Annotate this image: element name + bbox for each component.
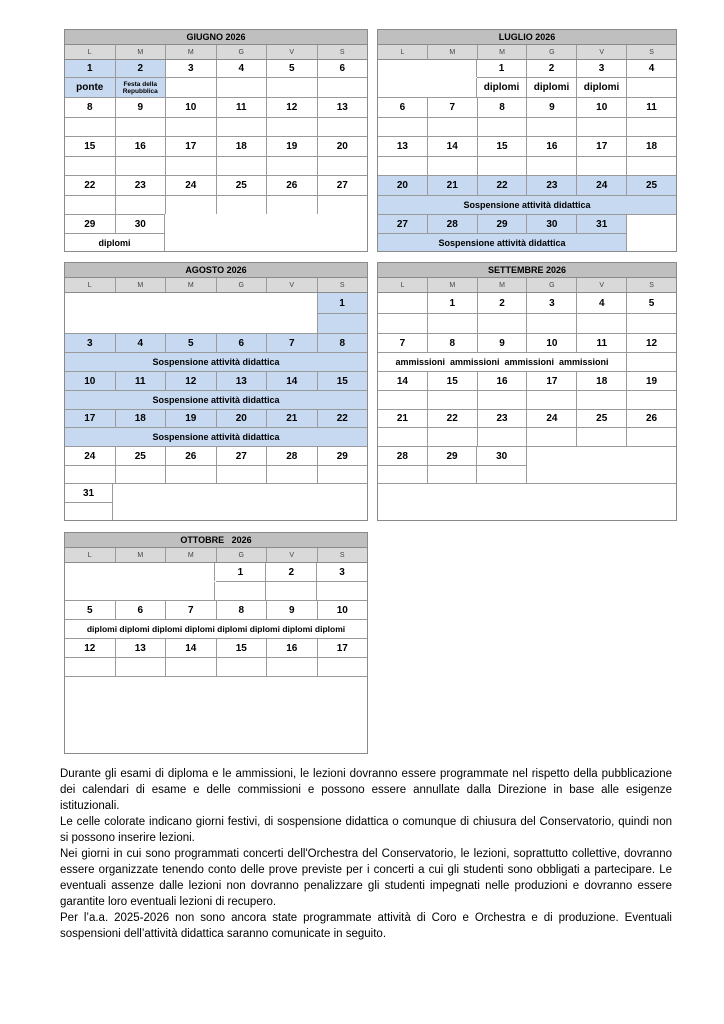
day-cell: 5 (65, 601, 116, 619)
dow-cell: M (478, 45, 528, 59)
day-cell: 24 (166, 176, 217, 195)
day-cell: 25 (577, 410, 627, 427)
week-row (65, 334, 367, 352)
day-cell: 23 (527, 176, 577, 195)
day-cell: 18 (645, 141, 658, 152)
day-cell: 6 (116, 601, 167, 619)
day-cell: 23 (478, 410, 528, 427)
day-cell: 3 (65, 334, 116, 352)
day-cell: 15 (65, 137, 116, 156)
day-cell: 21 (267, 410, 318, 427)
dow-cell: G (527, 278, 577, 292)
day-cell: 4 (217, 60, 268, 77)
diplomi-band: diplomi diplomi diplomi diplomi diplomi diplomi diplomi diplomi (86, 624, 346, 634)
week-row (378, 176, 676, 195)
day-cell: 24 (527, 410, 577, 427)
dow-cell: S (649, 281, 654, 289)
week-row (65, 215, 165, 233)
day-cell: 26 (166, 447, 217, 465)
day-cell: 17 (527, 372, 577, 390)
suspension-band: Sospensione attività didattica (65, 428, 367, 446)
day-cell: 14 (166, 639, 217, 657)
week-row (378, 60, 676, 77)
note-cell: ponte (65, 78, 116, 97)
day-cell: 28 (428, 215, 478, 233)
day-cell: 10 (65, 372, 116, 390)
dow-cell: M (428, 278, 478, 292)
day-cell: 8 (217, 601, 268, 619)
week-row (378, 137, 676, 156)
day-cell: 17 (577, 137, 627, 156)
day-cell: 12 (267, 98, 318, 117)
diplomi-cell: diplomi (477, 78, 527, 97)
diplomi-cell: diplomi (577, 78, 627, 97)
day-cell: 3 (339, 566, 345, 578)
weekday-header (65, 548, 367, 563)
dow-cell: S (339, 281, 345, 289)
week-row (65, 563, 367, 581)
day-cell: 22 (65, 176, 116, 195)
day-cell: 13 (336, 102, 348, 113)
day-cell: 7 (378, 334, 428, 352)
month-title: GIUGNO 2026 (65, 30, 367, 45)
day-cell: 8 (478, 98, 528, 117)
day-cell: 18 (217, 137, 268, 156)
day-cell: 9 (116, 98, 167, 117)
day-cell: 6 (339, 63, 346, 74)
day-cell: 25 (217, 176, 268, 195)
dow-cell: G (217, 278, 268, 292)
dow-cell: L (65, 45, 116, 59)
dow-cell: L (378, 278, 428, 292)
ammissioni-band: ammissioni ammissioni ammissioni ammissioni (395, 357, 609, 367)
day-cell: 7 (166, 601, 217, 619)
month-title: SETTEMBRE 2026 (378, 263, 676, 278)
note-cell: Festa della Repubblica (116, 78, 167, 97)
day-cell: 25 (116, 447, 167, 465)
weekday-header (378, 278, 676, 293)
month-title: OTTOBRE 2026 (65, 533, 367, 548)
suspension-band: Sospensione attività didattica (378, 234, 626, 251)
day-cell: 3 (577, 60, 627, 77)
week-row (65, 639, 367, 657)
calendar-june (64, 29, 368, 252)
month-title: AGOSTO 2026 (65, 263, 367, 278)
day-cell: 4 (648, 63, 655, 74)
dow-cell: V (267, 278, 318, 292)
weekday-header (65, 278, 367, 293)
day-cell: 18 (116, 410, 167, 427)
day-cell: 14 (428, 137, 478, 156)
week-row (65, 60, 367, 77)
day-cell: 15 (318, 372, 368, 390)
week-row (378, 215, 676, 233)
day-cell: 3 (166, 60, 217, 77)
calendar-july (377, 29, 677, 252)
day-cell: 5 (267, 60, 318, 77)
day-cell: 28 (267, 447, 318, 465)
day-cell: 19 (267, 137, 318, 156)
note-paragraph: Le celle colorate indicano giorni festivi, di sospensione didattica o comunque di chiusura del Conservatorio, quindi non si possono inserire lezioni. (60, 816, 672, 844)
day-cell: 1 (317, 293, 367, 313)
day-cell: 13 (378, 137, 428, 156)
day-cell: 15 (428, 372, 478, 390)
dow-cell: M (478, 278, 528, 292)
week-row (65, 176, 367, 195)
day-cell: 10 (577, 98, 627, 117)
weekday-header (378, 45, 676, 60)
day-cell: 17 (65, 410, 116, 427)
note-paragraph: Per l’a.a. 2025-2026 non sono ancora state programmate attività di Coro e Orchestra e di produzione. Eventuali sospensioni dell’attività didattica saranno comunicate in seguito. (60, 912, 672, 940)
notes-block (60, 766, 672, 942)
day-cell: 3 (527, 293, 577, 313)
day-cell: 22 (478, 176, 528, 195)
day-cell: 7 (428, 98, 478, 117)
day-cell: 16 (267, 639, 318, 657)
day-cell: 27 (378, 215, 428, 233)
day-cell: 26 (645, 413, 658, 424)
day-cell: 17 (166, 137, 217, 156)
day-cell: 19 (166, 410, 217, 427)
note-row (378, 78, 676, 97)
week-row (378, 334, 676, 352)
day-cell: 10 (166, 98, 217, 117)
day-cell: 2 (527, 60, 577, 77)
day-cell: 13 (217, 372, 268, 390)
suspension-band: Sospensione attività didattica (378, 196, 676, 214)
day-cell: 9 (267, 601, 318, 619)
day-cell: 11 (577, 334, 627, 352)
day-cell: 19 (645, 375, 658, 387)
day-cell: 11 (646, 102, 657, 113)
diplomi-band: diplomi (98, 237, 131, 248)
day-cell: 15 (217, 639, 268, 657)
day-cell: 14 (267, 372, 318, 390)
day-cell: 6 (378, 98, 428, 117)
day-cell: 18 (577, 372, 627, 390)
day-cell: 1 (215, 563, 266, 581)
dow-cell: M (166, 278, 217, 292)
week-row (65, 447, 367, 465)
suspension-band: Sospensione attività didattica (65, 391, 367, 409)
week-row (378, 98, 676, 117)
weekday-header (65, 45, 367, 60)
day-cell: 5 (648, 297, 655, 309)
week-row (65, 410, 367, 427)
calendar-august (64, 262, 368, 521)
day-cell: 9 (527, 98, 577, 117)
dow-cell: V (267, 548, 318, 562)
dow-cell: L (378, 45, 428, 59)
day-cell: 31 (82, 487, 95, 499)
day-cell: 27 (336, 180, 348, 191)
week-row (65, 98, 367, 117)
dow-cell: G (217, 45, 268, 59)
day-cell: 29 (478, 215, 528, 233)
day-cell: 21 (428, 176, 478, 195)
diplomi-cell: diplomi (527, 78, 577, 97)
day-cell: 20 (336, 141, 348, 152)
day-cell: 14 (378, 372, 428, 390)
day-cell: 29 (428, 447, 478, 465)
day-cell: 31 (577, 215, 627, 233)
suspension-band: Sospensione attività didattica (65, 353, 367, 371)
note-paragraph: Durante gli esami di diploma e le ammissioni, le lezioni dovranno essere programmate nel rispetto della pubblicazione dei calendari di esame e delle commissioni e possono essere annullate dalla Direzione in base alle esigenze istituzionali. (60, 768, 672, 812)
day-cell: 1 (428, 293, 478, 313)
day-cell: 9 (478, 334, 528, 352)
day-cell: 30 (134, 218, 146, 230)
day-cell: 11 (116, 372, 167, 390)
day-cell: 16 (116, 137, 167, 156)
day-cell: 20 (217, 410, 268, 427)
day-cell: 11 (217, 98, 268, 117)
dow-cell: G (217, 548, 268, 562)
dow-cell: M (116, 548, 167, 562)
month-title: LUGLIO 2026 (378, 30, 676, 45)
day-cell: 21 (378, 410, 428, 427)
week-row (65, 137, 367, 156)
week-row (65, 372, 367, 390)
day-cell: 4 (577, 293, 627, 313)
calendar-october (64, 532, 368, 754)
day-cell: 27 (217, 447, 268, 465)
day-cell: 16 (527, 137, 577, 156)
dow-cell: M (428, 45, 478, 59)
day-cell: 30 (527, 215, 577, 233)
dow-cell: V (267, 45, 318, 59)
dow-cell: S (339, 48, 345, 56)
week-row (378, 410, 676, 427)
day-cell: 5 (166, 334, 217, 352)
dow-cell: M (116, 45, 167, 59)
day-cell: 8 (318, 334, 368, 352)
day-cell: 2 (116, 60, 167, 77)
day-cell: 16 (478, 372, 528, 390)
week-row (378, 447, 526, 465)
day-cell: 10 (527, 334, 577, 352)
dow-cell: M (166, 548, 217, 562)
day-cell: 22 (318, 410, 368, 427)
day-cell: 23 (116, 176, 167, 195)
day-cell: 15 (478, 137, 528, 156)
dow-cell: V (577, 45, 627, 59)
day-cell: 6 (217, 334, 268, 352)
day-cell: 13 (116, 639, 167, 657)
day-cell: 1 (65, 60, 116, 77)
dow-cell: M (116, 278, 167, 292)
day-cell: 2 (478, 293, 528, 313)
week-row (65, 601, 367, 619)
day-cell: 29 (336, 450, 348, 462)
day-cell: 24 (577, 176, 627, 195)
day-cell: 30 (496, 450, 508, 462)
day-cell: 22 (428, 410, 478, 427)
day-cell: 8 (428, 334, 478, 352)
day-cell: 17 (336, 642, 348, 654)
note-row (65, 78, 367, 97)
day-cell: 1 (477, 60, 527, 77)
dow-cell: L (65, 278, 116, 292)
day-cell: 24 (65, 447, 116, 465)
day-cell: 29 (65, 215, 116, 233)
dow-cell: L (65, 548, 116, 562)
calendar-september (377, 262, 677, 521)
dow-cell: S (649, 48, 654, 56)
dow-cell: M (166, 45, 217, 59)
day-cell: 4 (116, 334, 167, 352)
day-cell: 28 (378, 447, 428, 465)
week-row (378, 372, 676, 390)
day-cell: 8 (65, 98, 116, 117)
day-cell: 20 (378, 176, 428, 195)
dow-cell: V (577, 278, 627, 292)
day-cell: 2 (266, 563, 317, 581)
day-cell: 10 (336, 604, 348, 616)
day-cell: 12 (166, 372, 217, 390)
week-row (378, 293, 676, 313)
day-cell: 12 (645, 337, 658, 349)
day-cell: 25 (627, 176, 676, 195)
note-paragraph: Nei giorni in cui sono programmati concerti dell'Orchestra del Conservatorio, le lezioni, soprattutto collettive, dovranno essere organizzate tenendo conto delle prove previste per i concerti a cui gli studenti sono obbligati a partecipare. Le eventuali assenze dalle lezioni non dovranno penalizzare gli studenti impegnati nelle produzioni e dovranno essere garantite loro eventuali lezioni di recupero. (60, 848, 672, 908)
dow-cell: S (339, 551, 345, 559)
day-cell: 12 (65, 639, 116, 657)
day-cell: 26 (267, 176, 318, 195)
dow-cell: G (527, 45, 577, 59)
day-cell: 7 (267, 334, 318, 352)
